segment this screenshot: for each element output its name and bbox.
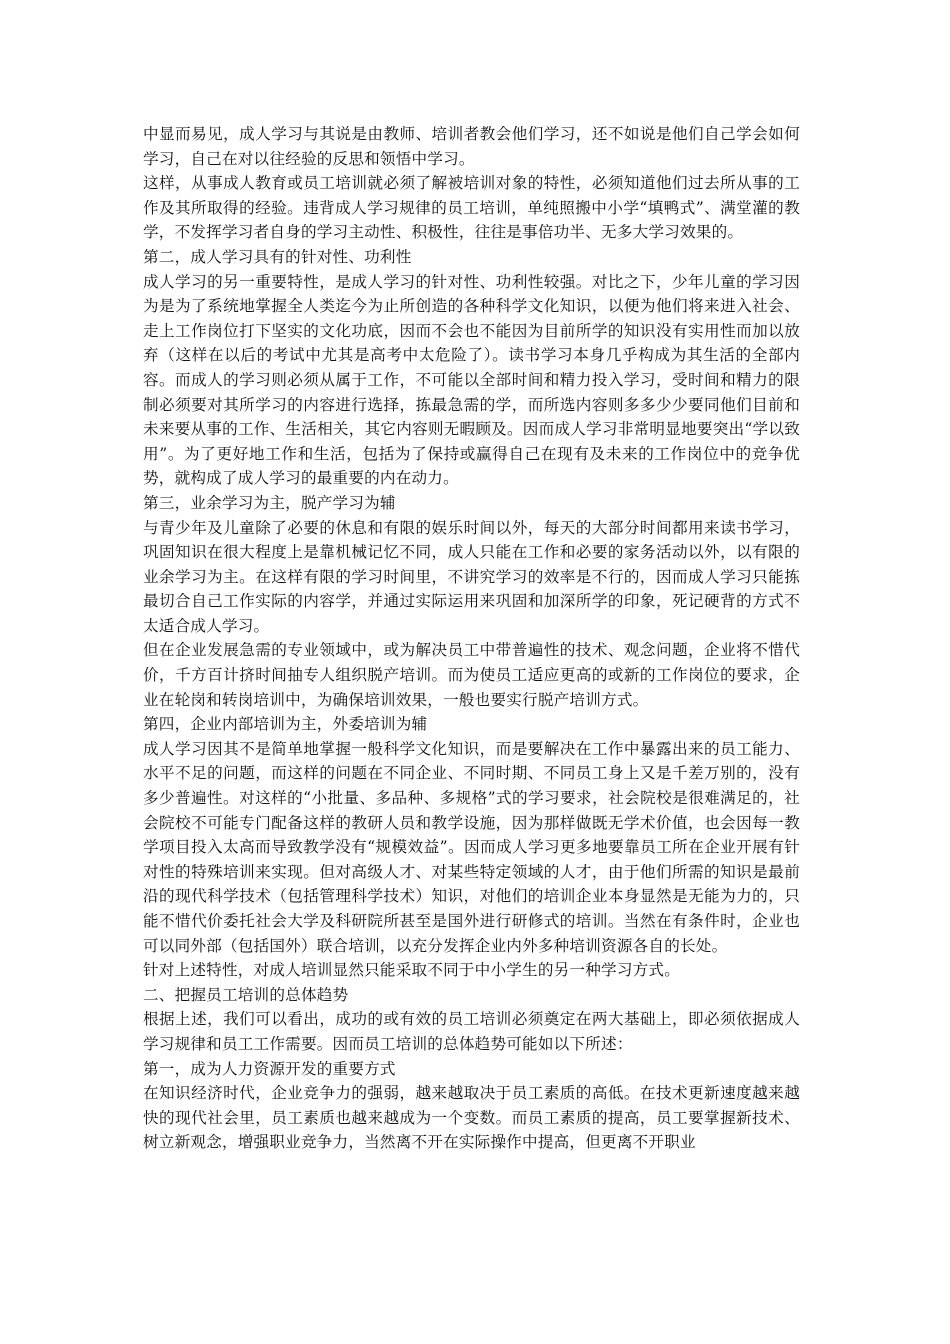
section-heading: 第三，业余学习为主，脱产学习为辅 [143, 493, 396, 512]
section-heading: 第四，企业内部培训为主，外委培训为辅 [143, 715, 428, 734]
paragraph: 与青少年及儿童除了必要的休息和有限的娱乐时间以外，每天的大部分时间都用来读书学习，巩固知识在很大程度上是靠机械记忆不同，成人只能在工作和必要的家务活动以外，以有限的业余学习为主。在这样有限的学习时间里，不讲究学习的效率是不行的，因而成人学习只能拣最切合自己工作实际的内容学，并通过实际运用来巩固和加深所学的印象，死记硬背的方式不太适合成人学习。 [143, 518, 800, 635]
paragraph: 在知识经济时代，企业竞争力的强弱，越来越取决于员工素质的高低。在技术更新速度越来越快的现代社会里，员工素质也越来越成为一个变数。而员工素质的提高，员工要掌握新技术、树立新观念，增强职业竞争力，当然离不开在实际操作中提高，但更离不开职业 [143, 1084, 800, 1152]
paragraph: 成人学习的另一重要特性，是成人学习的针对性、功利性较强。对比之下，少年儿童的学习因为是为了系统地掌握全人类迄今为止所创造的各种科学文化知识，以便为他们将来进入社会、走上工作岗位打下坚实的文化功底，因而不会也不能因为目前所学的知识没有实用性而加以放弃（这样在以后的考试中尤其是高考中太危险了）。读书学习本身几乎构成为其生活的全部内容。而成人的学习则必须从属于工作，不可能以全部时间和精力投入学习，受时间和精力的限制必须要对其所学习的内容进行选择，拣最急需的学，而所选内容则多多少少要同他们目前和未来要从事的工作、生活相关，其它内容则无暇顾及。因而成人学习非常明显地要突出“学以致用”。为了更好地工作和生活，包括为了保持或赢得自己在现有及未来的工作岗位中的竞争优势，就构成了成人学习的最重要的内在动力。 [143, 272, 800, 488]
paragraph: 但在企业发展急需的专业领域中，或为解决员工中带普遍性的技术、观念问题，企业将不惜代价，千方百计挤时间抽专人组织脱产培训。而为使员工适应更高的或新的工作岗位的要求，企业在轮岗和转岗培训中，为确保培训效果，一般也要实行脱产培训方式。 [143, 641, 800, 709]
paragraph: 中显而易见，成人学习与其说是由教师、培训者教会他们学习，还不如说是他们自己学会如何学习，自己在对以往经验的反思和领悟中学习。 [143, 125, 800, 168]
section-heading: 第一，成为人力资源开发的重要方式 [143, 1059, 396, 1078]
section-heading: 二、把握员工培训的总体趋势 [143, 985, 349, 1004]
paragraph: 这样，从事成人教育或员工培训就必须了解被培训对象的特性，必须知道他们过去所从事的工作及其所取得的经验。违背成人学习规律的员工培训，单纯照搬中小学“填鸭式”、满堂灌的教学，不发挥学习者自身的学习主动性、积极性，往往是事倍功半、无多大学习效果的。 [143, 174, 800, 242]
section-heading: 第二，成人学习具有的针对性、功利性 [143, 247, 412, 266]
paragraph: 成人学习因其不是简单地掌握一般科学文化知识，而是要解决在工作中暴露出来的员工能力、水平不足的问题，而这样的问题在不同企业、不同时期、不同员工身上又是千差万别的，没有多少普遍性。对这样的“小批量、多品种、多规格”式的学习要求，社会院校是很难满足的，社会院校不可能专门配备这样的教研人员和教学设施，因为那样做既无学术价值，也会因每一教学项目投入太高而导致教学没有“规模效益”。因而成人学习更多地要靠员工所在企业开展有针对性的特殊培训来实现。但对高级人才、对某些特定领域的人才，由于他们所需的知识是最前沿的现代科学技术（包括管理科学技术）知识，对他们的培训企业本身显然是无能为力的，只能不惜代价委托社会大学及科研院所甚至是国外进行研修式的培训。当然在有条件时，企业也可以同外部（包括国外）联合培训，以充分发挥企业内外多种培训资源各自的长处。 [143, 739, 800, 955]
paragraph: 针对上述特性，对成人培训显然只能采取不同于中小学生的另一种学习方式。 [143, 961, 680, 980]
document-body [143, 122, 800, 1155]
paragraph: 根据上述，我们可以看出，成功的或有效的员工培训必须奠定在两大基础上，即必须依据成人学习规律和员工工作需要。因而员工培训的总体趋势可能如以下所述： [143, 1010, 800, 1053]
